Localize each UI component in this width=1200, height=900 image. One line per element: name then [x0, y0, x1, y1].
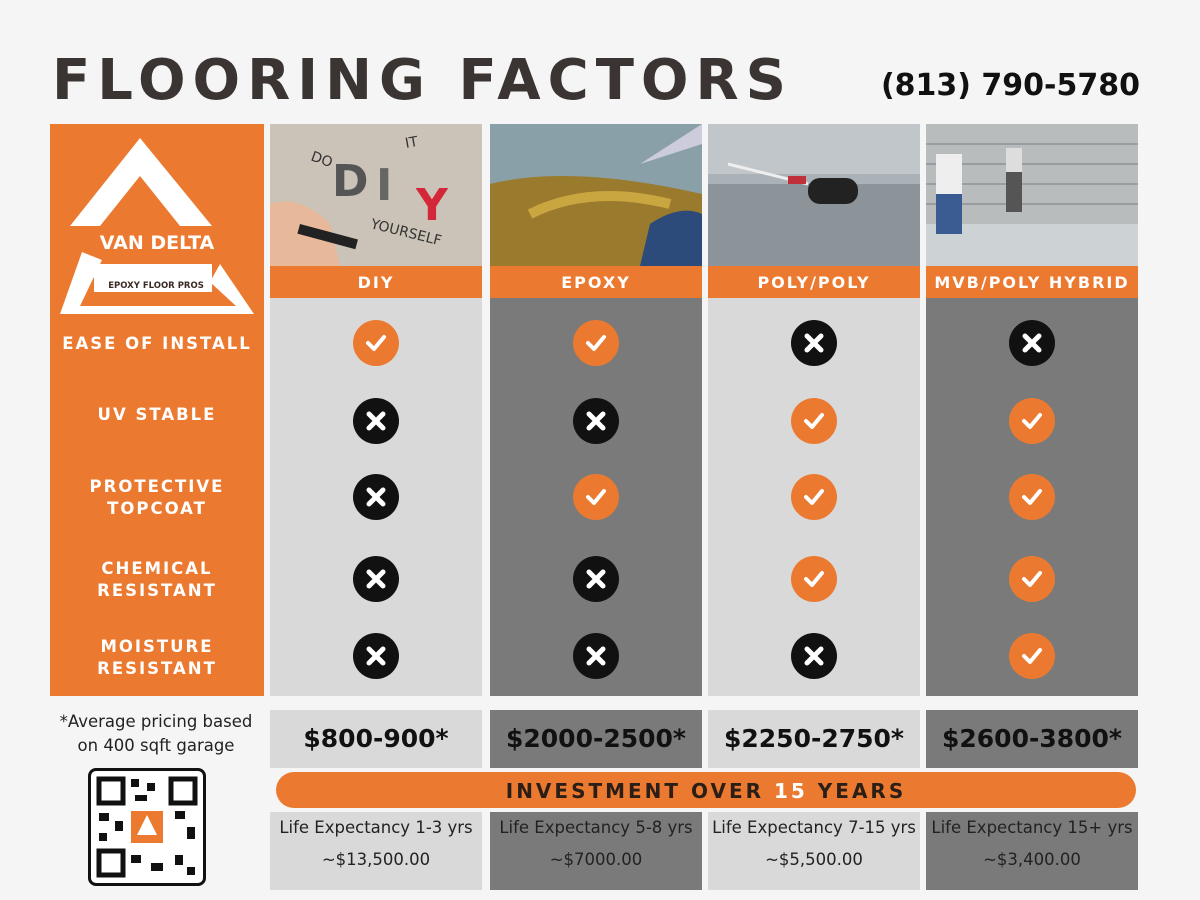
check-icon — [1009, 474, 1055, 520]
price-epoxy: $2000-2500* — [490, 710, 702, 768]
row-label-protective-topcoat: PROTECTIVE TOPCOAT — [89, 477, 225, 518]
cross-icon — [353, 474, 399, 520]
diy-letter-y: Y — [416, 180, 448, 231]
diy-letter-i: I — [376, 160, 393, 211]
check-icon — [353, 320, 399, 366]
cross-icon — [353, 633, 399, 679]
check-icon — [1009, 633, 1055, 679]
check-icon — [1009, 398, 1055, 444]
price-mvb-poly-hybrid: $2600-3800* — [926, 710, 1138, 768]
row-label-ease-of-install: EASE OF INSTALL — [62, 334, 252, 353]
life-expectancy-poly-poly: Life Expectancy 7-15 yrs ~$5,500.00 — [708, 812, 920, 890]
cross-icon — [791, 320, 837, 366]
phone-number[interactable]: (813) 790-5780 — [880, 68, 1140, 103]
cross-icon — [1009, 320, 1055, 366]
qr-code[interactable] — [88, 768, 206, 886]
check-icon — [791, 398, 837, 444]
check-icon — [573, 474, 619, 520]
diy-photo — [270, 124, 482, 266]
brand-tagline: EPOXY FLOOR PROS — [108, 281, 204, 291]
qr-code-icon — [91, 771, 203, 883]
page-title: FLOORING FACTORS — [52, 48, 793, 113]
investment-banner: INVESTMENT OVER 15 YEARS — [276, 772, 1136, 808]
price-poly-poly: $2250-2750* — [708, 710, 920, 768]
life-expectancy-diy: Life Expectancy 1-3 yrs ~$13,500.00 — [270, 812, 482, 890]
row-label-uv-stable: UV STABLE — [97, 405, 217, 424]
diy-word-do: DO — [308, 148, 335, 172]
life-expectancy-epoxy: Life Expectancy 5-8 yrs ~$7000.00 — [490, 812, 702, 890]
pricing-footnote: *Average pricing based on 400 sqft garage — [59, 712, 253, 755]
price-diy: $800-900* — [270, 710, 482, 768]
diy-word-it: IT — [403, 133, 420, 152]
check-icon — [791, 474, 837, 520]
cross-icon — [573, 556, 619, 602]
diy-letter-d: D — [332, 156, 369, 207]
check-icon — [1009, 556, 1055, 602]
column-header-mvb-poly-hybrid: MVB/POLY HYBRID — [926, 266, 1138, 298]
diy-letters-illustration — [270, 124, 482, 266]
poly-photo — [708, 124, 920, 266]
diy-word-yourself: YOURSELF — [369, 216, 444, 250]
cross-icon — [353, 556, 399, 602]
epoxy-photo — [490, 124, 702, 266]
column-header-diy: DIY — [270, 266, 482, 298]
cross-icon — [353, 398, 399, 444]
cross-icon — [573, 633, 619, 679]
column-header-poly-poly: POLY/POLY — [708, 266, 920, 298]
row-label-moisture-resistant: MOISTURE RESISTANT — [97, 637, 217, 678]
brand-name: VAN DELTA — [99, 232, 215, 254]
column-header-epoxy: EPOXY — [490, 266, 702, 298]
hybrid-photo — [926, 124, 1138, 266]
row-label-chemical-resistant: CHEMICAL RESISTANT — [97, 559, 217, 600]
life-expectancy-mvb-poly-hybrid: Life Expectancy 15+ yrs ~$3,400.00 — [926, 812, 1138, 890]
check-icon — [791, 556, 837, 602]
check-icon — [573, 320, 619, 366]
cross-icon — [573, 398, 619, 444]
cross-icon — [791, 633, 837, 679]
